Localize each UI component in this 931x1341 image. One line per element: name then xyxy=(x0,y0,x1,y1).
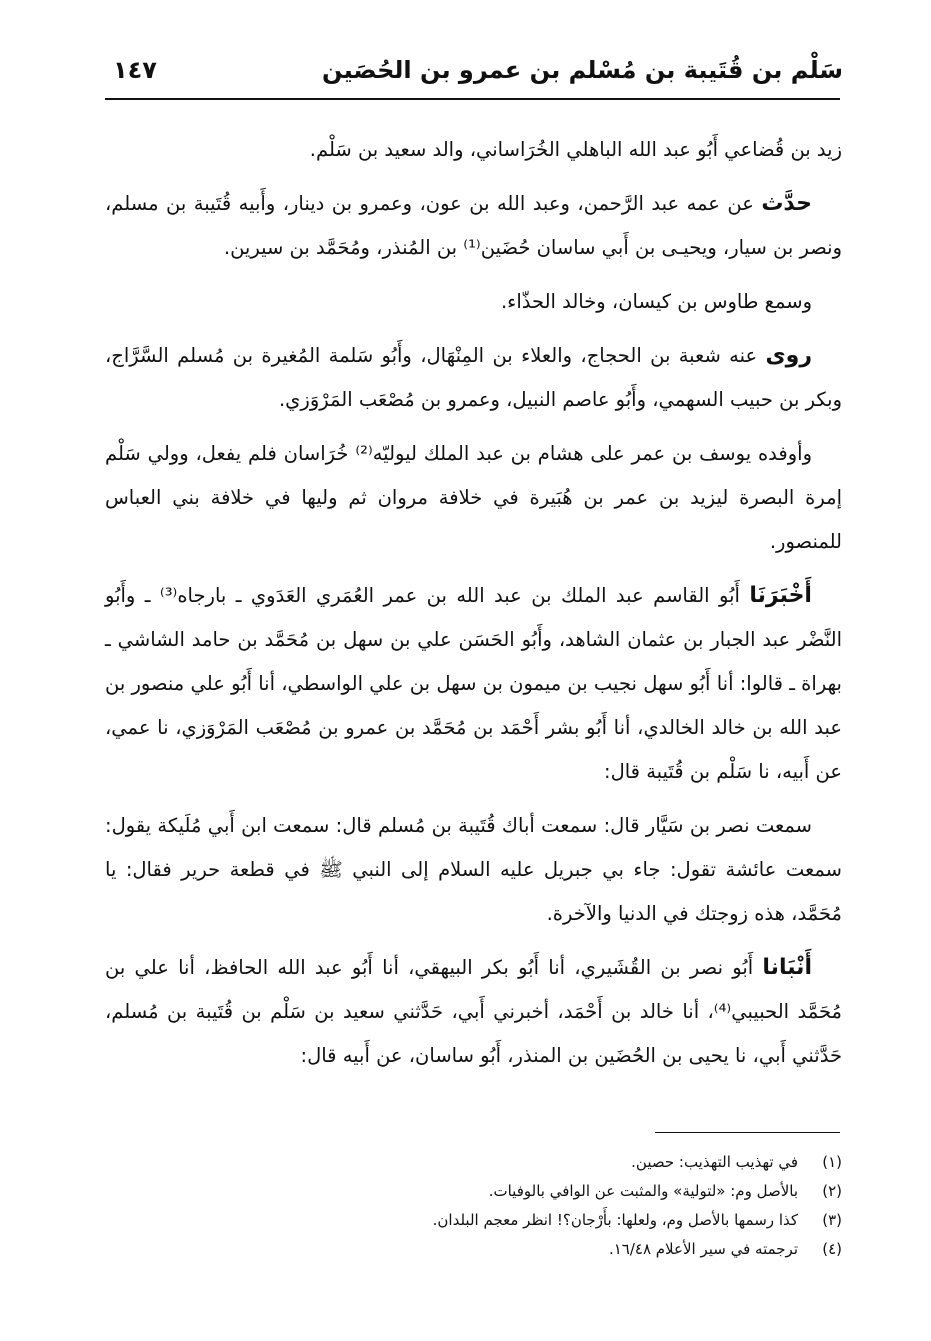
footnote-text: ترجمته في سير الأعلام ١٦/٤٨. xyxy=(608,1240,798,1258)
paragraph xyxy=(105,334,842,422)
footnote-number: (٢) xyxy=(822,1182,842,1200)
footnote-number: (٤) xyxy=(822,1240,842,1258)
paragraph xyxy=(105,574,842,794)
paragraph-text: سمعت نصر بن سَيَّار قال: سمعت أباك قُتَيبة بن مُسلم قال: سمعت ابن أَبي مُلَيكة يقول: سمعت عائشة تقول: جاء بي جبريل عليه السلام إلى النبي ﷺ في قطعة حرير فقال: يا مُحَمَّد، هذه زوجتك في الدنيا والآخرة. xyxy=(105,814,842,925)
paragraph xyxy=(105,946,842,1078)
footnotes xyxy=(105,1148,842,1264)
footnote-text: بالأصل وم: «لتولية» والمثبت عن الوافي بالوفيات. xyxy=(488,1182,798,1200)
paragraph xyxy=(105,182,842,270)
running-header xyxy=(105,56,843,96)
paragraph-lead: أَخْبَرَنَا xyxy=(749,583,812,608)
paragraph xyxy=(105,432,842,564)
paragraph-lead: حدَّث xyxy=(761,191,812,216)
paragraph-text: عن عمه عبد الرَّحمن، وعبد الله بن عون، وعمرو بن دينار، وأَبيه قُتَيبة بن مسلم، ونصر بن سيار، ويحيـى بن أَبي ساسان حُضَين⁽¹⁾ بن المُنذر، ومُحَمَّد بن سيرين. xyxy=(105,192,842,259)
footnote xyxy=(105,1235,842,1264)
footnote xyxy=(105,1206,842,1235)
footnote xyxy=(105,1148,842,1177)
body-text xyxy=(105,128,842,1088)
paragraph-text: وسمع طاوس بن كيسان، وخالد الحذّاء. xyxy=(500,290,812,313)
page-number: ١٤٧ xyxy=(113,56,157,84)
paragraph-text: أَبُو القاسم عبد الملك بن عبد الله بن عمر العُمَري العَدَوي ـ بارجاه⁽³⁾ ـ وأَبُو النَّضْر عبد الجبار بن عثمان الشاهد، وأَبُو الحَسَن علي بن سهل بن مُحَمَّد بن حامد الشاشي ـ بهراة ـ قالوا: أنا أَبُو سهل نجيب بن ميمون بن سهل بن علي الواسطي، أنا أَبُو علي منصور بن عبد الله بن خالد الخالدي، أنا أَبُو بشر أَحْمَد بن مُحَمَّد بن عمرو بن مُصْعَب المَرْوَزي، نا عمي، عن أَبيه، نا سَلْم بن قُتَيبة قال: xyxy=(105,584,842,783)
paragraph-lead: روى xyxy=(765,343,812,368)
footnote-number: (١) xyxy=(822,1153,842,1171)
footnote-rule xyxy=(655,1132,840,1133)
paragraph-lead: أَنْبَانا xyxy=(762,955,812,980)
footnote-text: في تهذيب التهذيب: حصين. xyxy=(631,1153,798,1171)
paragraph-text: زيد بن قُضاعي أَبُو عبد الله الباهلي الخُرَاساني، والد سعيد بن سَلْم. xyxy=(309,138,842,161)
paragraph xyxy=(105,280,842,324)
running-title: سَلْم بن قُتَيبة بن مُسْلم بن عمرو بن الحُصَين xyxy=(322,56,843,84)
footnote-text: كذا رسمها بالأصل وم، ولعلها: بأَرْجان؟! انظر معجم البلدان. xyxy=(432,1211,798,1229)
footnote xyxy=(105,1177,842,1206)
paragraph-text: أَبُو نصر بن القُشَيري، أنا أَبُو بكر البيهقي، أنا أَبُو عبد الله الحافظ، أنا علي بن مُحَمَّد الحبيبي⁽⁴⁾، أنا خالد بن أَحْمَد، أخبرني أَبي، حَدَّثني سعيد بن سَلْم بن قُتَيبة بن مُسلم، حَدَّثني أَبي، نا يحيى بن الحُضَين بن المنذر، أَبُو ساسان، عن أَبيه قال: xyxy=(105,956,842,1067)
paragraph-text: وأوفده يوسف بن عمر على هشام بن عبد الملك ليوليّه⁽²⁾ خُرَاسان فلم يفعل، وولي سَلْم إمرة البصرة ليزيد بن عمر بن هُبَيرة في خلافة مروان ثم وليها في خلافة بني العباس للمنصور. xyxy=(105,442,842,553)
paragraph xyxy=(105,128,842,172)
paragraph xyxy=(105,804,842,936)
paragraph-text: عنه شعبة بن الحجاج، والعلاء بن المِنْهَال، وأَبُو سَلمة المُغيرة بن مُسلم السَّرَّاج، وبكر بن حبيب السهمي، وأَبُو عاصم النبيل، وعمرو بن مُصْعَب المَرْوَزي. xyxy=(105,344,842,411)
footnote-number: (٣) xyxy=(822,1211,842,1229)
header-rule xyxy=(105,98,840,100)
